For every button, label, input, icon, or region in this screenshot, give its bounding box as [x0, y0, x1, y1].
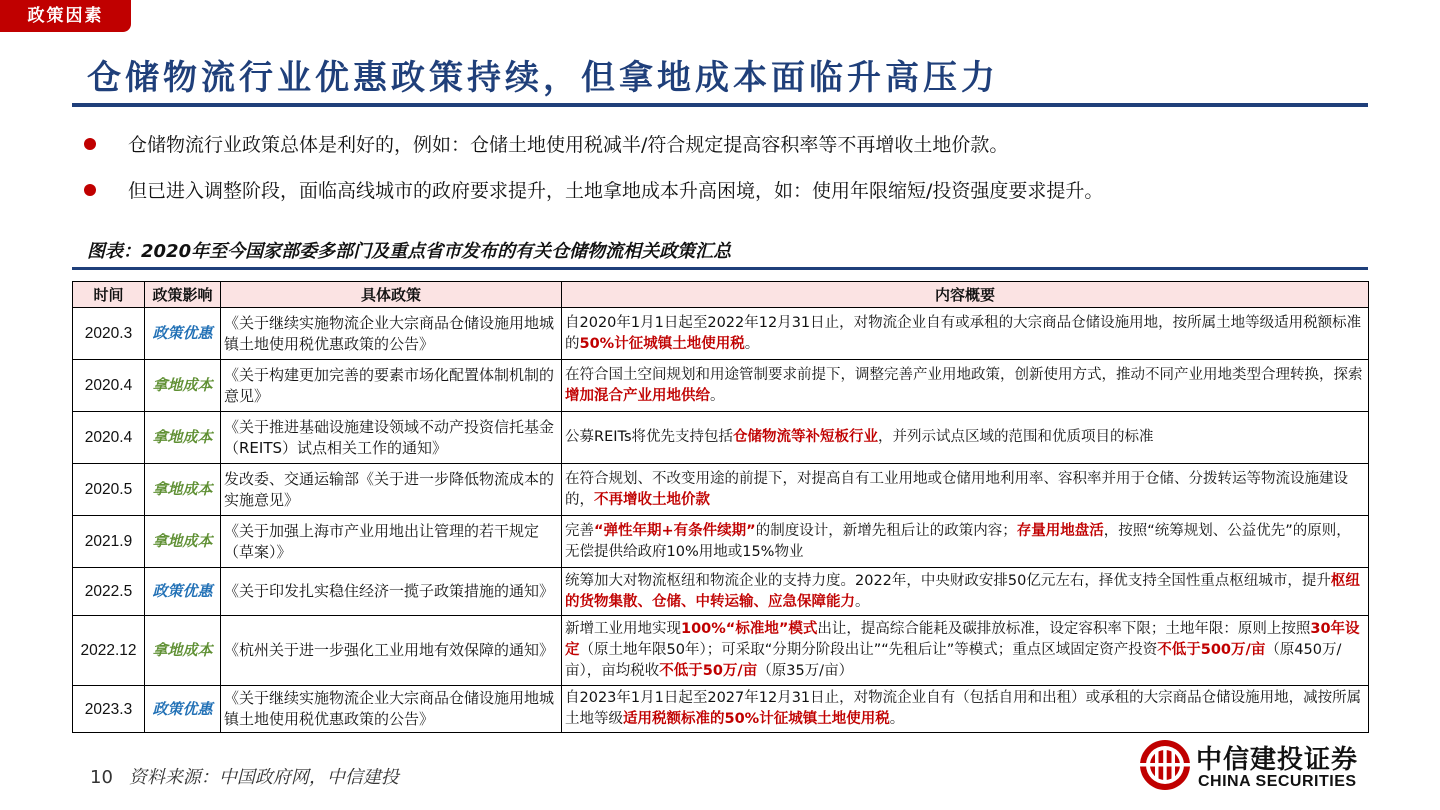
table-row	[73, 616, 1369, 686]
policy-table	[72, 281, 1369, 733]
cell-policy: 《关于加强上海市产业用地出让管理的若干规定（草案）》	[221, 516, 562, 568]
cell-time: 2020.3	[73, 308, 145, 360]
cell-policy: 《杭州关于进一步强化工业用地有效保障的通知》	[221, 616, 562, 686]
table-row	[73, 308, 1369, 360]
cell-time: 2020.4	[73, 360, 145, 412]
header-content: 内容概要	[562, 282, 1369, 308]
content-text: 自2023年1月1日起至2027年12月31日止，对物流企业自有（包括自用和出租）或承租的大宗商品仓储设施用地，减按所属土地等级	[565, 690, 1362, 727]
cell-time: 2023.3	[73, 686, 145, 733]
cell-time: 2022.5	[73, 568, 145, 616]
highlight-text: 枢纽的货物集散、仓储、中转运输、应急保障能力	[565, 572, 1360, 610]
table-row	[73, 516, 1369, 568]
caption-divider	[72, 267, 1368, 270]
highlight-text: 增加混合产业用地供给	[565, 387, 710, 404]
bullet-text: 仓储物流行业政策总体是利好的，例如：仓储土地使用税减半/符合规定提高容积率等不再增收土地价款。	[128, 134, 1009, 156]
cell-policy: 发改委、交通运输部《关于进一步降低物流成本的实施意见》	[221, 464, 562, 516]
content-text: 公募REITs将优先支持包括	[565, 429, 734, 445]
cell-impact: 政策优惠	[145, 568, 221, 616]
bullet-item	[84, 130, 1334, 161]
cell-content	[562, 616, 1369, 686]
content-text: 。	[889, 711, 905, 727]
content-text: 完善	[565, 522, 594, 539]
highlight-text: 不低于500万/亩	[1157, 642, 1266, 658]
highlight-text: 适用税额标准的50%计征城镇土地使用税	[623, 711, 890, 727]
cell-content	[562, 464, 1369, 516]
content-text: 。	[710, 387, 725, 404]
highlight-text: 仓储物流等补短板行业	[733, 429, 879, 445]
highlight-text: 不再增收土地价款	[594, 491, 710, 508]
cell-impact: 拿地成本	[145, 360, 221, 412]
content-text: 。	[744, 335, 760, 352]
cell-time: 2022.12	[73, 616, 145, 686]
page-number: 10	[90, 767, 113, 788]
logo-name-cn: 中信建投证券	[1196, 745, 1359, 775]
header-impact: 政策影响	[145, 282, 221, 308]
cell-policy: 《关于印发扎实稳住经济一揽子政策措施的通知》	[221, 568, 562, 616]
cell-impact: 拿地成本	[145, 516, 221, 568]
table-row	[73, 360, 1369, 412]
highlight-text: 存量用地盘活	[1016, 522, 1104, 539]
cell-content	[562, 568, 1369, 616]
cell-policy: 《关于继续实施物流企业大宗商品仓储设施用地城镇土地使用税优惠政策的公告》	[221, 686, 562, 733]
cell-content	[562, 308, 1369, 360]
bullet-dot-icon	[84, 184, 96, 196]
content-text: （原35万/亩）	[757, 663, 854, 679]
section-tag: 政策因素	[0, 0, 131, 32]
header-policy: 具体政策	[221, 282, 562, 308]
bullet-text: 但已进入调整阶段，面临高线城市的政府要求提升，土地拿地成本升高困境，如：使用年限缩短/投资强度要求提升。	[128, 180, 1104, 202]
cell-policy: 《关于继续实施物流企业大宗商品仓储设施用地城镇土地使用税优惠政策的公告》	[221, 308, 562, 360]
content-text: 新增工业用地实现	[565, 621, 681, 637]
cell-impact: 拿地成本	[145, 464, 221, 516]
cell-time: 2021.9	[73, 516, 145, 568]
content-text: 的制度设计，新增先租后让的政策内容；	[755, 522, 1017, 539]
cell-time: 2020.5	[73, 464, 145, 516]
page-title: 仓储物流行业优惠政策持续，但拿地成本面临升高压力	[87, 58, 999, 98]
cell-content	[562, 516, 1369, 568]
highlight-text: 30年设定	[565, 621, 1360, 658]
content-text: （原土地年限50年）；可采取“分期分阶段出让”“先租后让”等模式；重点区域固定资产投资	[579, 642, 1158, 658]
cell-content	[562, 412, 1369, 464]
content-text: 。	[855, 593, 870, 610]
content-text: 统筹加大对物流枢纽和物流企业的支持力度。2022年，中央财政安排50亿元左右，择优支持全国性重点枢纽城市，提升	[565, 572, 1331, 589]
title-divider	[72, 103, 1368, 107]
table-row	[73, 686, 1369, 733]
company-logo	[1138, 738, 1370, 798]
bullet-item	[84, 176, 1334, 207]
cell-impact: 拿地成本	[145, 412, 221, 464]
content-text: 出让，提高综合能耗及碳排放标准，设定容积率下限；土地年限：原则上按照	[817, 621, 1311, 637]
cell-time: 2020.4	[73, 412, 145, 464]
table-row	[73, 464, 1369, 516]
content-text: 自2020年1月1日起至2022年12月31日止，对物流企业自有或承租的大宗商品仓储设施用地，按所属土地等级适用税额标准的	[565, 314, 1362, 352]
figure-caption: 图表：2020年至今国家部委多部门及重点省市发布的有关仓储物流相关政策汇总	[87, 241, 732, 262]
highlight-text: 不低于50万/亩	[659, 663, 758, 679]
cell-impact: 政策优惠	[145, 308, 221, 360]
cell-content	[562, 686, 1369, 733]
cell-content	[562, 360, 1369, 412]
cell-impact: 政策优惠	[145, 686, 221, 733]
bullet-dot-icon	[84, 138, 96, 150]
content-text: （原450万/亩），亩均税收	[565, 642, 1342, 679]
content-text: ，并列示试点区域的范围和优质项目的标准	[878, 429, 1154, 445]
highlight-text: “弹性年期+有条件续期”	[594, 522, 756, 539]
content-text: ，按照“统筹规划、公益优先”的原则，无偿提供给政府10%用地或15%物业	[565, 522, 1351, 560]
table-header-row	[73, 282, 1369, 308]
citic-logo-icon	[1138, 738, 1192, 792]
cell-policy: 《关于推进基础设施建设领域不动产投资信托基金（REITS）试点相关工作的通知》	[221, 412, 562, 464]
highlight-text: 100%“标准地”模式	[681, 621, 818, 637]
source-text: 资料来源：中国政府网，中信建投	[128, 767, 399, 788]
table-row	[73, 568, 1369, 616]
table-row	[73, 412, 1369, 464]
cell-policy: 《关于构建更加完善的要素市场化配置体制机制的意见》	[221, 360, 562, 412]
content-text: 在符合规划、不改变用途的前提下，对提高自有工业用地或仓储用地利用率、容积率并用于仓储、分拨转运等物流设施建设的，	[565, 470, 1348, 508]
header-time: 时间	[73, 282, 145, 308]
content-text: 在符合国土空间规划和用途管制要求前提下，调整完善产业用地政策，创新使用方式，推动不同产业用地类型合理转换，探索	[565, 366, 1363, 383]
logo-name-en: CHINA SECURITIES	[1198, 773, 1357, 790]
cell-impact: 拿地成本	[145, 616, 221, 686]
footer-source	[90, 763, 399, 789]
highlight-text: 50%计征城镇土地使用税	[579, 335, 745, 352]
